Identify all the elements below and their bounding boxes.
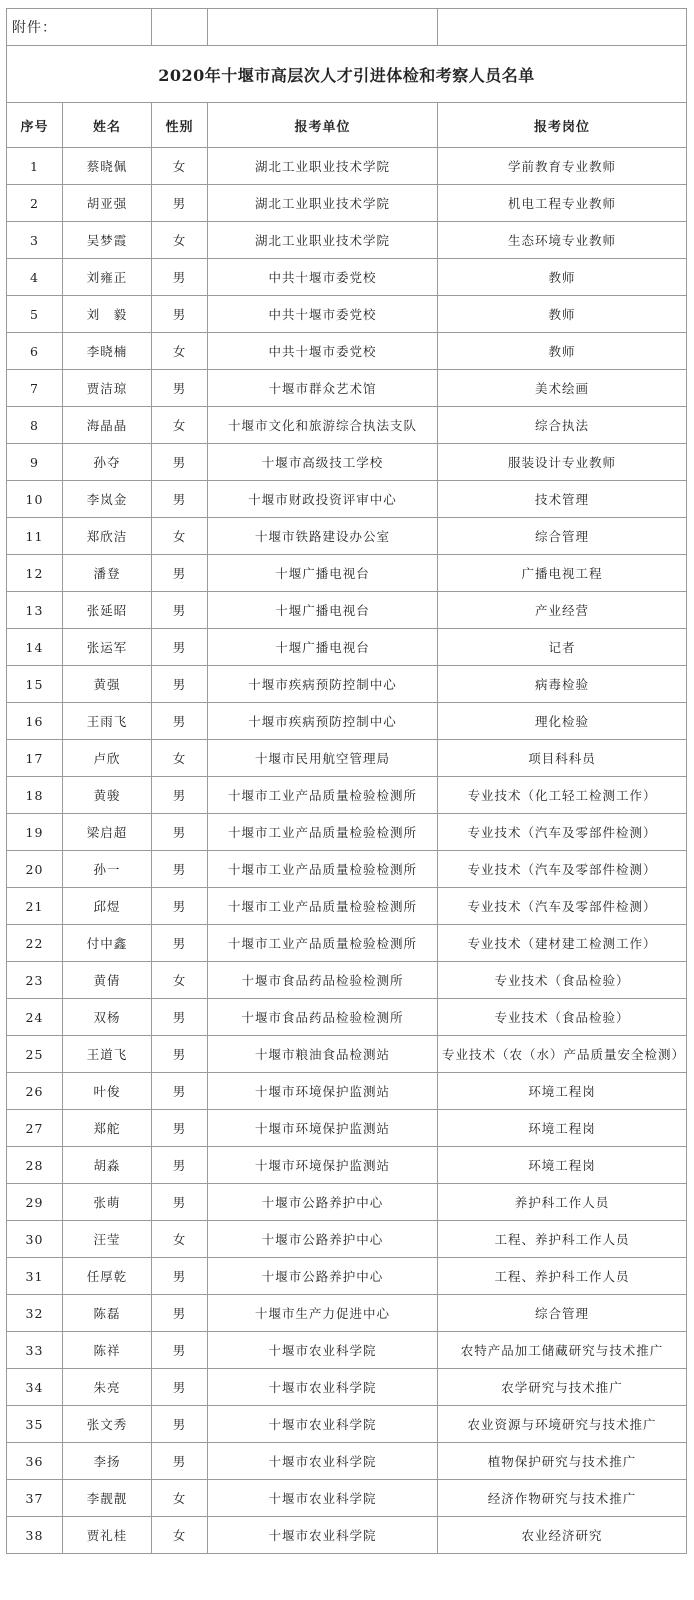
cell-gender: 女 (152, 740, 208, 777)
cell-unit: 十堰广播电视台 (208, 592, 438, 629)
cell-name: 张延昭 (63, 592, 152, 629)
cell-seq: 23 (7, 962, 63, 999)
table-row (7, 185, 687, 222)
cell-seq: 17 (7, 740, 63, 777)
cell-seq: 34 (7, 1369, 63, 1406)
cell-seq: 7 (7, 370, 63, 407)
cell-position: 专业技术（农（水）产品质量安全检测） (438, 1036, 687, 1073)
table-row (7, 259, 687, 296)
cell-position: 环境工程岗 (438, 1147, 687, 1184)
cell-seq: 38 (7, 1517, 63, 1554)
empty-cell (438, 9, 687, 46)
cell-seq: 21 (7, 888, 63, 925)
table-row (7, 407, 687, 444)
cell-name: 刘雍正 (63, 259, 152, 296)
cell-seq: 29 (7, 1184, 63, 1221)
cell-position: 专业技术（食品检验） (438, 999, 687, 1036)
table-row (7, 777, 687, 814)
cell-gender: 女 (152, 1480, 208, 1517)
cell-gender: 女 (152, 148, 208, 185)
cell-seq: 2 (7, 185, 63, 222)
cell-unit: 十堰市高级技工学校 (208, 444, 438, 481)
table-row (7, 1184, 687, 1221)
cell-seq: 24 (7, 999, 63, 1036)
header-position: 报考岗位 (438, 103, 687, 148)
cell-position: 综合管理 (438, 518, 687, 555)
table-row (7, 222, 687, 259)
cell-gender: 女 (152, 1221, 208, 1258)
cell-gender: 男 (152, 1184, 208, 1221)
cell-seq: 3 (7, 222, 63, 259)
cell-position: 养护科工作人员 (438, 1184, 687, 1221)
cell-gender: 男 (152, 555, 208, 592)
cell-gender: 女 (152, 407, 208, 444)
cell-seq: 36 (7, 1443, 63, 1480)
cell-position: 专业技术（食品检验） (438, 962, 687, 999)
cell-position: 综合执法 (438, 407, 687, 444)
cell-name: 蔡晓佩 (63, 148, 152, 185)
cell-seq: 16 (7, 703, 63, 740)
table-row (7, 814, 687, 851)
cell-position: 环境工程岗 (438, 1073, 687, 1110)
cell-name: 王道飞 (63, 1036, 152, 1073)
cell-gender: 男 (152, 1443, 208, 1480)
table-row (7, 370, 687, 407)
cell-gender: 女 (152, 518, 208, 555)
table-row (7, 1295, 687, 1332)
cell-position: 综合管理 (438, 1295, 687, 1332)
cell-unit: 十堰市农业科学院 (208, 1517, 438, 1554)
cell-name: 海晶晶 (63, 407, 152, 444)
cell-unit: 十堰市环境保护监测站 (208, 1147, 438, 1184)
cell-unit: 湖北工业职业技术学院 (208, 222, 438, 259)
cell-name: 张文秀 (63, 1406, 152, 1443)
header-unit: 报考单位 (208, 103, 438, 148)
cell-unit: 十堰市农业科学院 (208, 1369, 438, 1406)
cell-position: 专业技术（建材建工检测工作） (438, 925, 687, 962)
header-gender: 性别 (152, 103, 208, 148)
cell-seq: 13 (7, 592, 63, 629)
table-row (7, 1443, 687, 1480)
cell-unit: 十堰市环境保护监测站 (208, 1110, 438, 1147)
cell-unit: 十堰市农业科学院 (208, 1480, 438, 1517)
attachment-label: 附件： (7, 9, 152, 46)
cell-unit: 十堰市公路养护中心 (208, 1258, 438, 1295)
cell-name: 梁启超 (63, 814, 152, 851)
document-title: 2020年十堰市高层次人才引进体检和考察人员名单 (7, 46, 687, 103)
cell-unit: 十堰市食品药品检验检测所 (208, 962, 438, 999)
table-row (7, 333, 687, 370)
cell-unit: 十堰市群众艺术馆 (208, 370, 438, 407)
attachment-row (7, 9, 687, 46)
table-row (7, 592, 687, 629)
cell-unit: 十堰市文化和旅游综合执法支队 (208, 407, 438, 444)
cell-seq: 4 (7, 259, 63, 296)
cell-seq: 33 (7, 1332, 63, 1369)
cell-name: 贾洁琼 (63, 370, 152, 407)
table-row (7, 1221, 687, 1258)
cell-unit: 十堰市疾病预防控制中心 (208, 666, 438, 703)
cell-unit: 十堰市工业产品质量检验检测所 (208, 814, 438, 851)
cell-gender: 男 (152, 1369, 208, 1406)
cell-position: 农特产品加工储藏研究与技术推广 (438, 1332, 687, 1369)
cell-seq: 27 (7, 1110, 63, 1147)
table-row (7, 999, 687, 1036)
cell-gender: 男 (152, 1295, 208, 1332)
cell-gender: 男 (152, 185, 208, 222)
cell-seq: 35 (7, 1406, 63, 1443)
cell-gender: 女 (152, 1517, 208, 1554)
cell-unit: 十堰市财政投资评审中心 (208, 481, 438, 518)
header-row (7, 103, 687, 148)
cell-name: 孙一 (63, 851, 152, 888)
cell-name: 黄倩 (63, 962, 152, 999)
cell-position: 环境工程岗 (438, 1110, 687, 1147)
table-row (7, 555, 687, 592)
cell-gender: 男 (152, 259, 208, 296)
cell-seq: 10 (7, 481, 63, 518)
table-row (7, 962, 687, 999)
header-seq: 序号 (7, 103, 63, 148)
empty-cell (152, 9, 208, 46)
cell-gender: 男 (152, 851, 208, 888)
cell-gender: 男 (152, 703, 208, 740)
table-row (7, 629, 687, 666)
cell-gender: 男 (152, 481, 208, 518)
cell-position: 专业技术（汽车及零部件检测） (438, 851, 687, 888)
table-row (7, 888, 687, 925)
cell-gender: 男 (152, 777, 208, 814)
table-row (7, 1147, 687, 1184)
cell-position: 服装设计专业教师 (438, 444, 687, 481)
empty-cell (208, 9, 438, 46)
cell-gender: 男 (152, 814, 208, 851)
table-row (7, 740, 687, 777)
cell-gender: 男 (152, 296, 208, 333)
cell-unit: 中共十堰市委党校 (208, 296, 438, 333)
cell-position: 专业技术（化工轻工检测工作） (438, 777, 687, 814)
table-row (7, 666, 687, 703)
cell-seq: 6 (7, 333, 63, 370)
table-row (7, 925, 687, 962)
cell-name: 李晓楠 (63, 333, 152, 370)
cell-name: 叶俊 (63, 1073, 152, 1110)
table-row (7, 1480, 687, 1517)
personnel-table (6, 8, 687, 1554)
cell-name: 卢欣 (63, 740, 152, 777)
cell-seq: 8 (7, 407, 63, 444)
cell-position: 工程、养护科工作人员 (438, 1221, 687, 1258)
cell-unit: 十堰市民用航空管理局 (208, 740, 438, 777)
cell-name: 陈祥 (63, 1332, 152, 1369)
cell-gender: 男 (152, 1073, 208, 1110)
cell-name: 张运军 (63, 629, 152, 666)
table-row (7, 518, 687, 555)
table-row (7, 296, 687, 333)
cell-gender: 男 (152, 1147, 208, 1184)
cell-seq: 14 (7, 629, 63, 666)
cell-name: 潘登 (63, 555, 152, 592)
cell-position: 技术管理 (438, 481, 687, 518)
cell-gender: 男 (152, 1036, 208, 1073)
cell-position: 理化检验 (438, 703, 687, 740)
cell-gender: 男 (152, 999, 208, 1036)
cell-position: 植物保护研究与技术推广 (438, 1443, 687, 1480)
cell-position: 机电工程专业教师 (438, 185, 687, 222)
cell-unit: 十堰市粮油食品检测站 (208, 1036, 438, 1073)
cell-name: 陈磊 (63, 1295, 152, 1332)
cell-seq: 30 (7, 1221, 63, 1258)
table-row (7, 1406, 687, 1443)
cell-unit: 十堰市农业科学院 (208, 1406, 438, 1443)
table-row (7, 148, 687, 185)
cell-unit: 中共十堰市委党校 (208, 333, 438, 370)
cell-position: 经济作物研究与技术推广 (438, 1480, 687, 1517)
cell-name: 王雨飞 (63, 703, 152, 740)
cell-unit: 中共十堰市委党校 (208, 259, 438, 296)
cell-position: 广播电视工程 (438, 555, 687, 592)
cell-seq: 18 (7, 777, 63, 814)
cell-unit: 十堰市铁路建设办公室 (208, 518, 438, 555)
cell-gender: 女 (152, 962, 208, 999)
cell-unit: 湖北工业职业技术学院 (208, 148, 438, 185)
cell-seq: 12 (7, 555, 63, 592)
cell-name: 张萌 (63, 1184, 152, 1221)
cell-gender: 男 (152, 925, 208, 962)
title-row (7, 46, 687, 103)
cell-gender: 男 (152, 888, 208, 925)
cell-name: 贾礼桂 (63, 1517, 152, 1554)
cell-name: 李岚金 (63, 481, 152, 518)
cell-seq: 9 (7, 444, 63, 481)
cell-position: 记者 (438, 629, 687, 666)
table-row (7, 1369, 687, 1406)
table-row (7, 1073, 687, 1110)
cell-seq: 31 (7, 1258, 63, 1295)
cell-name: 黄强 (63, 666, 152, 703)
cell-position: 教师 (438, 259, 687, 296)
cell-unit: 十堰市工业产品质量检验检测所 (208, 888, 438, 925)
cell-name: 黄骏 (63, 777, 152, 814)
cell-name: 胡亚强 (63, 185, 152, 222)
cell-name: 郑舵 (63, 1110, 152, 1147)
table-row (7, 444, 687, 481)
table-row (7, 1110, 687, 1147)
cell-name: 朱亮 (63, 1369, 152, 1406)
cell-name: 胡淼 (63, 1147, 152, 1184)
cell-position: 农业资源与环境研究与技术推广 (438, 1406, 687, 1443)
cell-unit: 十堰市食品药品检验检测所 (208, 999, 438, 1036)
cell-gender: 男 (152, 1110, 208, 1147)
cell-unit: 湖北工业职业技术学院 (208, 185, 438, 222)
cell-seq: 25 (7, 1036, 63, 1073)
cell-seq: 11 (7, 518, 63, 555)
cell-position: 教师 (438, 333, 687, 370)
cell-seq: 28 (7, 1147, 63, 1184)
cell-gender: 男 (152, 1332, 208, 1369)
table-row (7, 1332, 687, 1369)
cell-position: 工程、养护科工作人员 (438, 1258, 687, 1295)
cell-seq: 26 (7, 1073, 63, 1110)
cell-gender: 男 (152, 592, 208, 629)
cell-name: 邱煜 (63, 888, 152, 925)
cell-unit: 十堰市公路养护中心 (208, 1221, 438, 1258)
cell-position: 病毒检验 (438, 666, 687, 703)
cell-gender: 女 (152, 222, 208, 259)
cell-name: 郑欣洁 (63, 518, 152, 555)
cell-unit: 十堰市农业科学院 (208, 1443, 438, 1480)
cell-seq: 15 (7, 666, 63, 703)
cell-position: 专业技术（汽车及零部件检测） (438, 888, 687, 925)
cell-gender: 男 (152, 1406, 208, 1443)
table-row (7, 1517, 687, 1554)
cell-seq: 22 (7, 925, 63, 962)
cell-seq: 5 (7, 296, 63, 333)
cell-gender: 男 (152, 444, 208, 481)
cell-position: 美术绘画 (438, 370, 687, 407)
personnel-list-sheet (6, 8, 686, 1554)
cell-position: 项目科科员 (438, 740, 687, 777)
cell-position: 农学研究与技术推广 (438, 1369, 687, 1406)
cell-position: 产业经营 (438, 592, 687, 629)
cell-name: 孙夺 (63, 444, 152, 481)
cell-unit: 十堰市公路养护中心 (208, 1184, 438, 1221)
cell-name: 付中鑫 (63, 925, 152, 962)
cell-unit: 十堰市工业产品质量检验检测所 (208, 851, 438, 888)
cell-unit: 十堰市农业科学院 (208, 1332, 438, 1369)
cell-unit: 十堰市工业产品质量检验检测所 (208, 925, 438, 962)
cell-name: 刘 毅 (63, 296, 152, 333)
cell-seq: 20 (7, 851, 63, 888)
table-row (7, 481, 687, 518)
cell-seq: 32 (7, 1295, 63, 1332)
cell-gender: 女 (152, 333, 208, 370)
cell-position: 专业技术（汽车及零部件检测） (438, 814, 687, 851)
cell-unit: 十堰广播电视台 (208, 629, 438, 666)
cell-position: 生态环境专业教师 (438, 222, 687, 259)
table-row (7, 1036, 687, 1073)
cell-position: 学前教育专业教师 (438, 148, 687, 185)
cell-name: 双杨 (63, 999, 152, 1036)
cell-unit: 十堰市工业产品质量检验检测所 (208, 777, 438, 814)
cell-gender: 男 (152, 1258, 208, 1295)
cell-unit: 十堰市环境保护监测站 (208, 1073, 438, 1110)
cell-seq: 19 (7, 814, 63, 851)
cell-unit: 十堰市生产力促进中心 (208, 1295, 438, 1332)
cell-gender: 男 (152, 629, 208, 666)
cell-gender: 男 (152, 666, 208, 703)
cell-position: 教师 (438, 296, 687, 333)
cell-name: 吴梦霞 (63, 222, 152, 259)
cell-position: 农业经济研究 (438, 1517, 687, 1554)
header-name: 姓名 (63, 103, 152, 148)
cell-name: 李靓靓 (63, 1480, 152, 1517)
cell-gender: 男 (152, 370, 208, 407)
cell-name: 汪莹 (63, 1221, 152, 1258)
cell-unit: 十堰广播电视台 (208, 555, 438, 592)
table-row (7, 851, 687, 888)
cell-name: 李扬 (63, 1443, 152, 1480)
table-row (7, 1258, 687, 1295)
cell-name: 任厚乾 (63, 1258, 152, 1295)
cell-unit: 十堰市疾病预防控制中心 (208, 703, 438, 740)
cell-seq: 37 (7, 1480, 63, 1517)
table-row (7, 703, 687, 740)
cell-seq: 1 (7, 148, 63, 185)
